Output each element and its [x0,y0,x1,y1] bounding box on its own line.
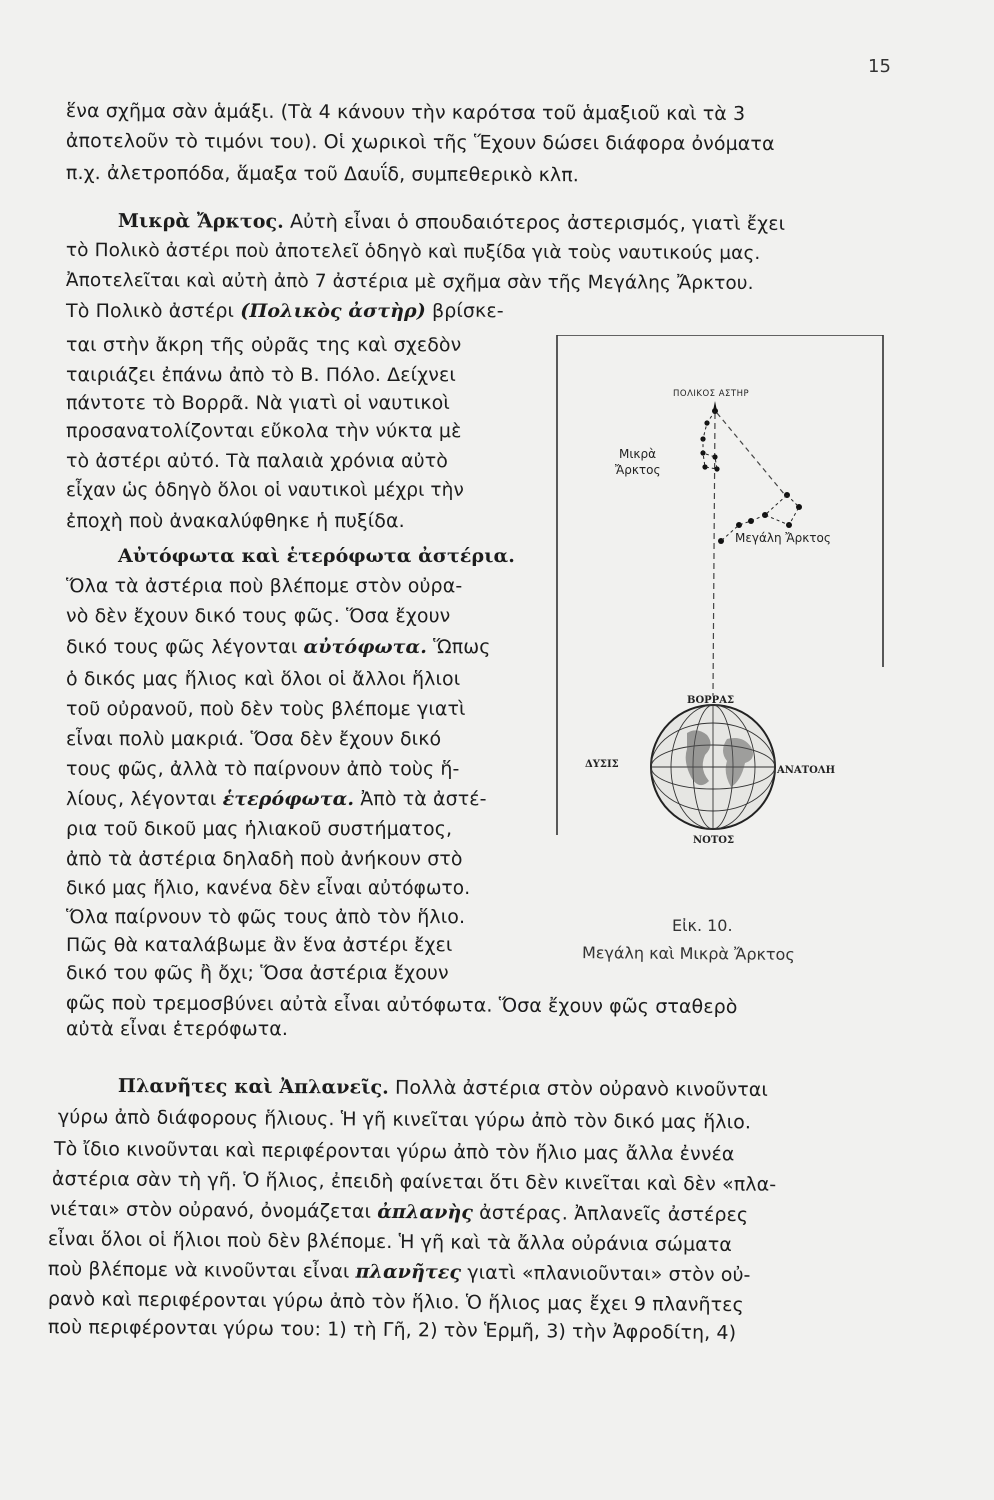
term-otherlit: ἑτερόφωτα. [222,788,355,810]
label-polar-star: ΠΟΛΙΚΟΣ ΑΣΤΗΡ [673,389,750,399]
selflit-line-8-post: Ἀπὸ τὰ ἀστέ- [360,788,487,810]
polar-post: βρίσκε- [431,300,504,322]
section-heading-planets: Πλανῆτες καὶ Ἀπλανεῖς. [117,1075,389,1099]
micra-narrow-line-7: ἐποχὴ ποὺ ἀνακαλύφθηκε ἡ πυξίδα. [66,510,405,532]
planets-line-5-pre: νιέται» στὸν οὐρανό, ὀνομάζεται [49,1198,372,1223]
selflit-line-11: δικό μας ἥλιο, κανένα δὲν εἶναι αὐτόφωτο. [66,878,471,899]
term-aplanis: ἀπλανὴς [377,1200,474,1224]
intro-line-3: π.χ. ἀλετροπόδα, ἅμαξα τοῦ Δαυΐδ, συμπεθερικὸ κλπ. [65,162,580,187]
micra-narrow-line-2: ταιριάζει ἐπάνω ἀπὸ τὸ Β. Πόλο. Δείχνει [66,364,456,386]
micra-first-line [118,210,785,235]
micra-narrow-line-1: ται στὴν ἄκρη τῆς οὐρᾶς της καὶ σχεδὸν [66,334,462,356]
label-west: ΔΥΣΙΣ [585,759,619,770]
selflit-line-5: τοῦ οὐρανοῦ, ποὺ δὲν τοὺς βλέπομε γιατὶ [66,698,466,720]
planets-line-7-pre: ποὺ βλέπομε νὰ κινοῦνται εἶναι [47,1258,350,1283]
selflit-line-2: νὸ δὲν ἔχουν δικό τους φῶς. Ὅσα ἔχουν [66,605,451,627]
planets-line-2: γύρω ἀπὸ διάφορους ἥλιους. Ἡ γῆ κινεῖται γύρω ἀπὸ τὸν δικό μας ἥλιο. [57,1106,752,1134]
polar-term: (Πολικὸς ἀστὴρ) [240,300,426,322]
selflit-line-3-pre: δικό τους φῶς λέγονται [66,636,298,658]
label-little-bear-2: Ἄρκτος [615,463,661,477]
selflit-line-7: τους φῶς, ἀλλὰ τὸ παίρνουν ἀπὸ τοὺς ἥ- [66,758,460,780]
selflit-line-6: εἶναι πολὺ μακριά. Ὅσα δὲν ἔχουν δικό [66,728,442,750]
planets-line-7 [48,1258,751,1286]
label-south: ΝΟΤΟΣ [693,835,735,846]
caption-text: Μεγάλη καὶ Μικρὰ Ἄρκτος [581,943,795,964]
star-icon [712,401,718,414]
planets-line-8: ρανὸ καὶ περιφέρονται γύρω ἀπὸ τὸν ἥλιο. Ὁ ἥλιος μας ἔχει 9 πλανῆτες [47,1288,744,1317]
planets-first-line [118,1075,768,1101]
polar-pre: Τὸ Πολικὸ ἀστέρι [66,300,235,322]
micra-narrow-line-6: εἶχαν ὡς ὁδηγὸ ὅλοι οἱ ναυτικοὶ μέχρι τὴν [66,480,464,501]
selflit-line-10: ἀπὸ τὰ ἀστέρια δηλαδὴ ποὺ ἀνήκουν στὸ [66,848,463,870]
planets-line-5 [50,1198,748,1226]
planets-line-9: ποὺ περιφέρονται γύρω του: 1) τὴ Γῆ, 2) τὸν Ἑρμῆ, 3) τὴν Ἀφροδίτη, 4) [47,1316,737,1345]
section-heading-micra-arktos: Μικρὰ Ἄρκτος. [117,210,284,233]
planets-line-1-rest: Πολλὰ ἀστέρια στὸν οὐρανὸ κινοῦνται [394,1076,769,1101]
selflit-line-1: Ὅλα τὰ ἀστέρια ποὺ βλέπομε στὸν οὐρα- [66,575,463,597]
planets-line-3: Τὸ ἴδιο κινοῦνται καὶ περιφέρονται γύρω ἀπὸ τὸν ἥλιο μας ἄλλα ἐννέα [53,1138,735,1166]
globe-icon [651,705,775,829]
selflit-line-9: ρια τοῦ δικοῦ μας ἡλιακοῦ συστήματος, [66,818,453,840]
selflit-line-16: αὐτὰ εἶναι ἑτερόφωτα. [66,1018,289,1040]
selflit-line-4: ὁ δικός μας ἥλιος καὶ ὅλοι οἱ ἄλλοι ἥλιοι [66,668,461,690]
figure-frame [557,335,883,667]
planets-line-6: εἶναι ὅλοι οἱ ἥλιοι ποὺ δὲν βλέπομε. Ἡ γῆ καὶ τὰ ἄλλα οὐράνια σώματα [47,1228,733,1256]
selflit-line-3-post: Ὥπως [433,636,491,658]
caption-number: Εἰκ. 10. [672,916,733,935]
micra-line-3: Ἀποτελεῖται καὶ αὐτὴ ἀπὸ 7 ἀστέρια μὲ σχῆμα σὰν τῆς Μεγάλης Ἄρκτου. [65,270,754,295]
selflit-line-13: Πῶς θὰ καταλάβωμε ἂν ἕνα ἀστέρι ἔχει [66,934,453,956]
selflit-line-12: Ὅλα παίρνουν τὸ φῶς τους ἀπὸ τὸν ἥλιο. [66,906,466,928]
label-great-bear: Μεγάλη Ἄρκτος [735,531,831,545]
micra-line-4 [66,300,504,322]
label-little-bear-1: Μικρὰ [619,447,657,461]
selflit-line-3 [66,636,491,658]
selflit-line-15: φῶς ποὺ τρεμοσβύνει αὐτὰ εἶναι αὐτόφωτα. Ὅσα ἔχουν φῶς σταθερὸ [65,992,738,1019]
label-north: ΒΟΡΡΑΣ [687,695,735,706]
micra-line-1-rest: Αὐτὴ εἶναι ὁ σπουδαιότερος ἀστερισμός, γιατὶ ἔχει [290,210,786,235]
selflit-line-14: δικό του φῶς ἢ ὄχι; Ὅσα ἀστέρια ἔχουν [66,962,449,984]
selflit-line-8 [66,788,487,810]
planets-line-5-post: ἀστέρας. Ἀπλανεῖς ἀστέρες [479,1201,749,1227]
micra-line-2: τὸ Πολικὸ ἀστέρι ποὺ ἀποτελεῖ ὁδηγὸ καὶ πυξίδα γιὰ τοὺς ναυτικούς μας. [65,240,761,265]
micra-narrow-line-4: προσανατολίζονται εὔκολα τὴν νύκτα μὲ [66,420,462,442]
term-selflit: αὐτόφωτα. [303,636,427,658]
intro-line-1: ἕνα σχῆμα σὰν ἁμάξι. (Τὰ 4 κάνουν τὴν καρότσα τοῦ ἁμαξιοῦ καὶ τὰ 3 [65,100,746,125]
section-heading-selflit: Αὐτόφωτα καὶ ἑτερόφωτα ἀστέρια. [118,545,515,567]
intro-line-2: ἀποτελοῦν τὸ τιμόνι του). Οἱ χωρικοὶ τῆς Ἕχουν δώσει διάφορα ὀνόματα [65,130,775,156]
planets-line-7-post: γιατὶ «πλανιοῦνται» στὸν οὐ- [467,1261,751,1287]
figure-bears [555,335,885,935]
selflit-line-8-pre: λίους, λέγονται [66,788,217,810]
page-number: 15 [868,56,891,77]
micra-narrow-line-5: τὸ ἀστέρι αὐτό. Τὰ παλαιὰ χρόνια αὐτὸ [66,450,449,472]
term-planites: πλανῆτες [355,1260,462,1284]
planets-line-4: ἀστέρια σὰν τὴ γῆ. Ὁ ἥλιος, ἐπειδὴ φαίνεται ὅτι δὲν κινεῖται καὶ δὲν «πλα- [51,1168,777,1196]
label-east: ΑΝΑΤΟΛΗ [777,765,836,776]
micra-narrow-line-3: πάντοτε τὸ Βορρᾶ. Νὰ γιατὶ οἱ ναυτικοὶ [66,392,450,414]
pointer-line [717,413,785,495]
